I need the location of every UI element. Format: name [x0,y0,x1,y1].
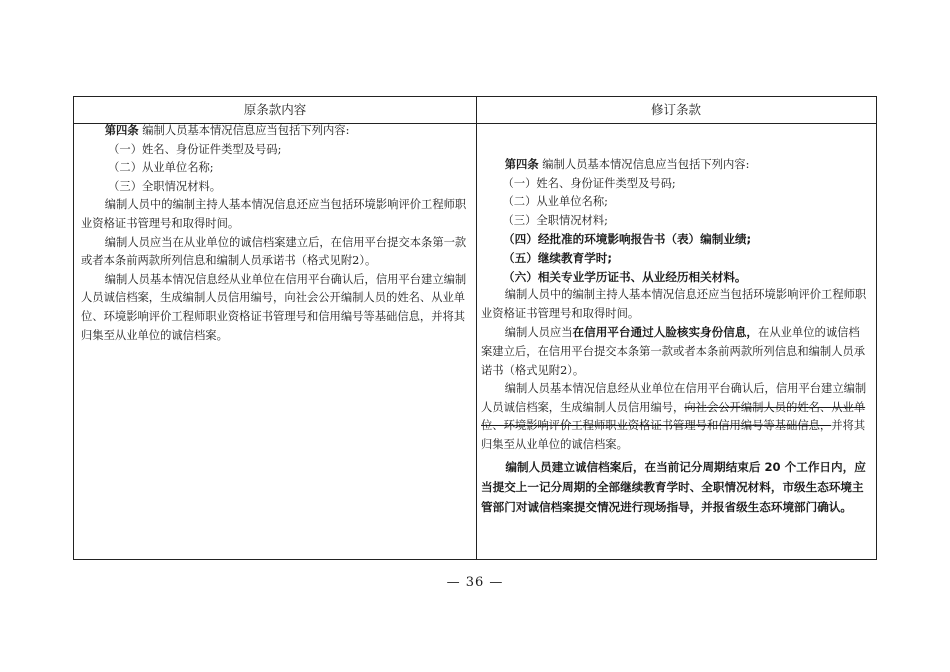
revised-paragraph-2 [481,323,869,380]
revised-paragraph-4-added: 编制人员建立诚信档案后，在当前记分周期结束后 20 个工作日内，应当提交上一记分周期的全部继续教育学时、全职情况材料，市级生态环境主管部门对诚信档案提交情况进行现场指导，并报省级生态环境部门确认。 [481,459,866,514]
revised-paragraph-3-rest: 并将其归集至从业单位的诚信档案。 [481,419,866,451]
original-paragraph-1: 编制人员中的编制主持人基本情况信息还应当包括环境影响评价工程师职业资格证书管理号和取得时间。 [81,198,467,230]
header-revised: 修订条款 [650,102,701,117]
original-item-3: （三）全职情况材料。 [108,179,222,193]
revised-paragraph-3-deleted: 向社会公开编制人员的姓名、从业单位、环境影响评价工程师职业资格证书管理号和信用编号等基础信息， [481,400,866,433]
original-paragraph-2: 编制人员应当在从业单位的诚信档案建立后，在信用平台提交本条第一款或者本条前两款所列信息和编制人员承诺书（格式见附2）。 [81,235,467,268]
revised-new-item-6: （六）相关专业学历证书、从业经历相关材料。 [503,269,747,284]
original-article-line [81,122,468,141]
revised-paragraph-1: 编制人员中的编制主持人基本情况信息还应当包括环境影响评价工程师职业资格证书管理号和取得时间。 [481,288,867,320]
original-paragraph-3: 编制人员基本情况信息经从业单位在信用平台确认后，信用平台建立编制人员诚信档案，生成编制人员信用编号，向社会公开编制人员的姓名、从业单位、环境影响评价工程师职业资格证书管理号和信用编号等基础信息，并将其归集至从业单位的诚信档案。 [81,272,467,342]
revised-paragraph-3-start: 编制人员基本情况信息经从业单位在信用平台确认后，信用平台建立编制人员诚信档案，生成编制人员信用编号， [481,382,867,414]
revised-paragraph-2-start: 编制人员应当 [504,326,573,340]
page-number: — 36 — [446,575,504,590]
original-article-text: 编制人员基本情况信息应当包括下列内容: [142,124,350,137]
original-clause-text [81,122,468,345]
revised-paragraph-2-rest: 在从业单位的诚信档案建立后，在信用平台提交本条第一款或者本条前两款所列信息和编制人员承诺书（格式见附2）。 [481,326,866,377]
original-article-label: 第四条 [104,124,139,137]
revised-item-1: （一）姓名、身份证件类型及号码; [502,176,676,190]
revised-item-2: （二）从业单位名称; [502,195,608,209]
revised-article-label: 第四条 [504,158,539,171]
revised-paragraph-2-added: 在信用平台通过人脸核实身份信息， [572,325,759,340]
revised-item-3: （三）全职情况材料; [502,213,608,227]
revised-clause-text [481,156,869,517]
revised-article-text: 编制人员基本情况信息应当包括下列内容: [542,158,750,171]
revised-article-line [481,156,869,175]
revised-paragraph-3 [481,380,869,454]
revised-new-item-4: （四）经批准的环境影响报告书（表）编制业绩; [503,232,752,247]
original-item-1: （一）姓名、身份证件类型及号码; [108,142,282,156]
original-item-2: （二）从业单位名称; [108,161,214,175]
revised-new-item-5: （五）继续教育学时; [503,250,613,265]
header-original: 原条款内容 [243,102,307,117]
column-divider [476,97,477,559]
